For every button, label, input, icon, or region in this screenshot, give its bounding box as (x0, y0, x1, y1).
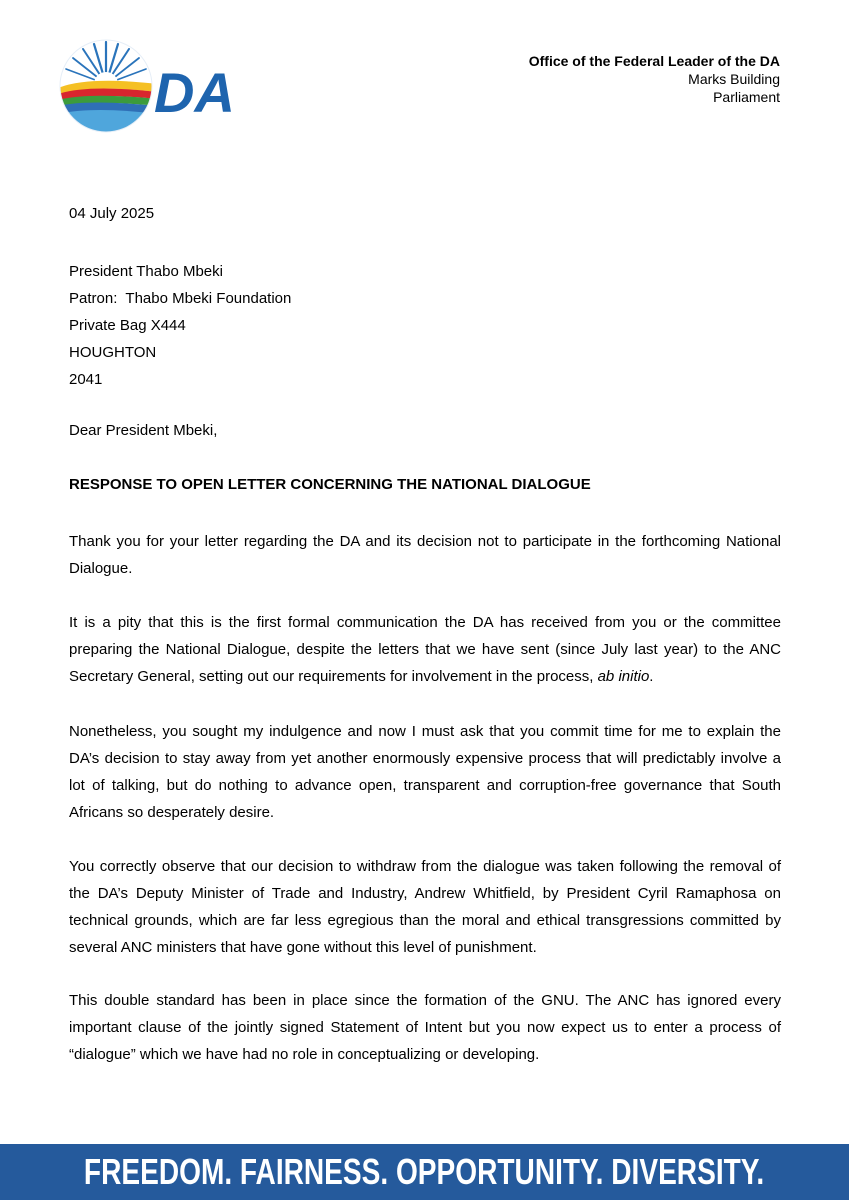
recipient-city: HOUGHTON (69, 344, 157, 361)
salutation: Dear President Mbeki, (69, 422, 218, 439)
paragraph-2-text: It is a pity that this is the first formal communication the DA has received from you or the committee preparing the National Dialogue, despite the letters that we have sent (since July last year) to the ANC Secretary General, setting out our requirements for involvement in the process, (69, 614, 781, 685)
recipient-code: 2041 (69, 371, 103, 388)
recipient-address (69, 258, 291, 393)
paragraph-5: This double standard has been in place since the formation of the GNU. The ANC has ignored every important clause of the jointly signed Statement of Intent but you now expect us to enter a process of “dialogue” which we have had no role in conceptualizing or developing. (69, 992, 781, 1063)
logo-text: DA (154, 61, 235, 124)
da-logo (58, 36, 268, 136)
paragraph-1: Thank you for your letter regarding the DA and its decision not to participate in the forthcoming National Dialogue. (69, 533, 781, 577)
paragraph-4: You correctly observe that our decision to withdraw from the dialogue was taken following the removal of the DA’s Deputy Minister of Trade and Industry, Andrew Whitfield, by President Cyril Ramaphosa on technical grounds, which are far less egregious than the moral and ethical transgressions committed by several ANC ministers that have gone without this level of punishment. (69, 858, 781, 956)
footer-slogan: FREEDOM. FAIRNESS. OPPORTUNITY. DIVERSITY. (84, 1151, 765, 1192)
footer-banner (0, 1144, 849, 1200)
office-location: Parliament (713, 89, 780, 105)
office-title: Office of the Federal Leader of the DA (528, 53, 780, 69)
paragraph-2-italic: ab initio (597, 668, 650, 685)
office-address-block (529, 52, 780, 106)
recipient-name: President Thabo Mbeki (69, 263, 223, 280)
office-building: Marks Building (688, 71, 780, 87)
letter-subject: RESPONSE TO OPEN LETTER CONCERNING THE NATIONAL DIALOGUE (69, 476, 591, 493)
paragraph-2-end: . (649, 668, 654, 685)
recipient-title: Patron: Thabo Mbeki Foundation (69, 290, 292, 307)
paragraph-3: Nonetheless, you sought my indulgence and now I must ask that you commit time for me to explain the DA’s decision to stay away from yet another enormously expensive process that will predictably involve a lot of talking, but do nothing to advance open, transparent and corruption-free governance that South Africans so desperately desire. (69, 723, 781, 821)
paragraph-2 (69, 609, 781, 690)
letter-date: 04 July 2025 (69, 205, 155, 222)
recipient-postal: Private Bag X444 (69, 317, 186, 334)
